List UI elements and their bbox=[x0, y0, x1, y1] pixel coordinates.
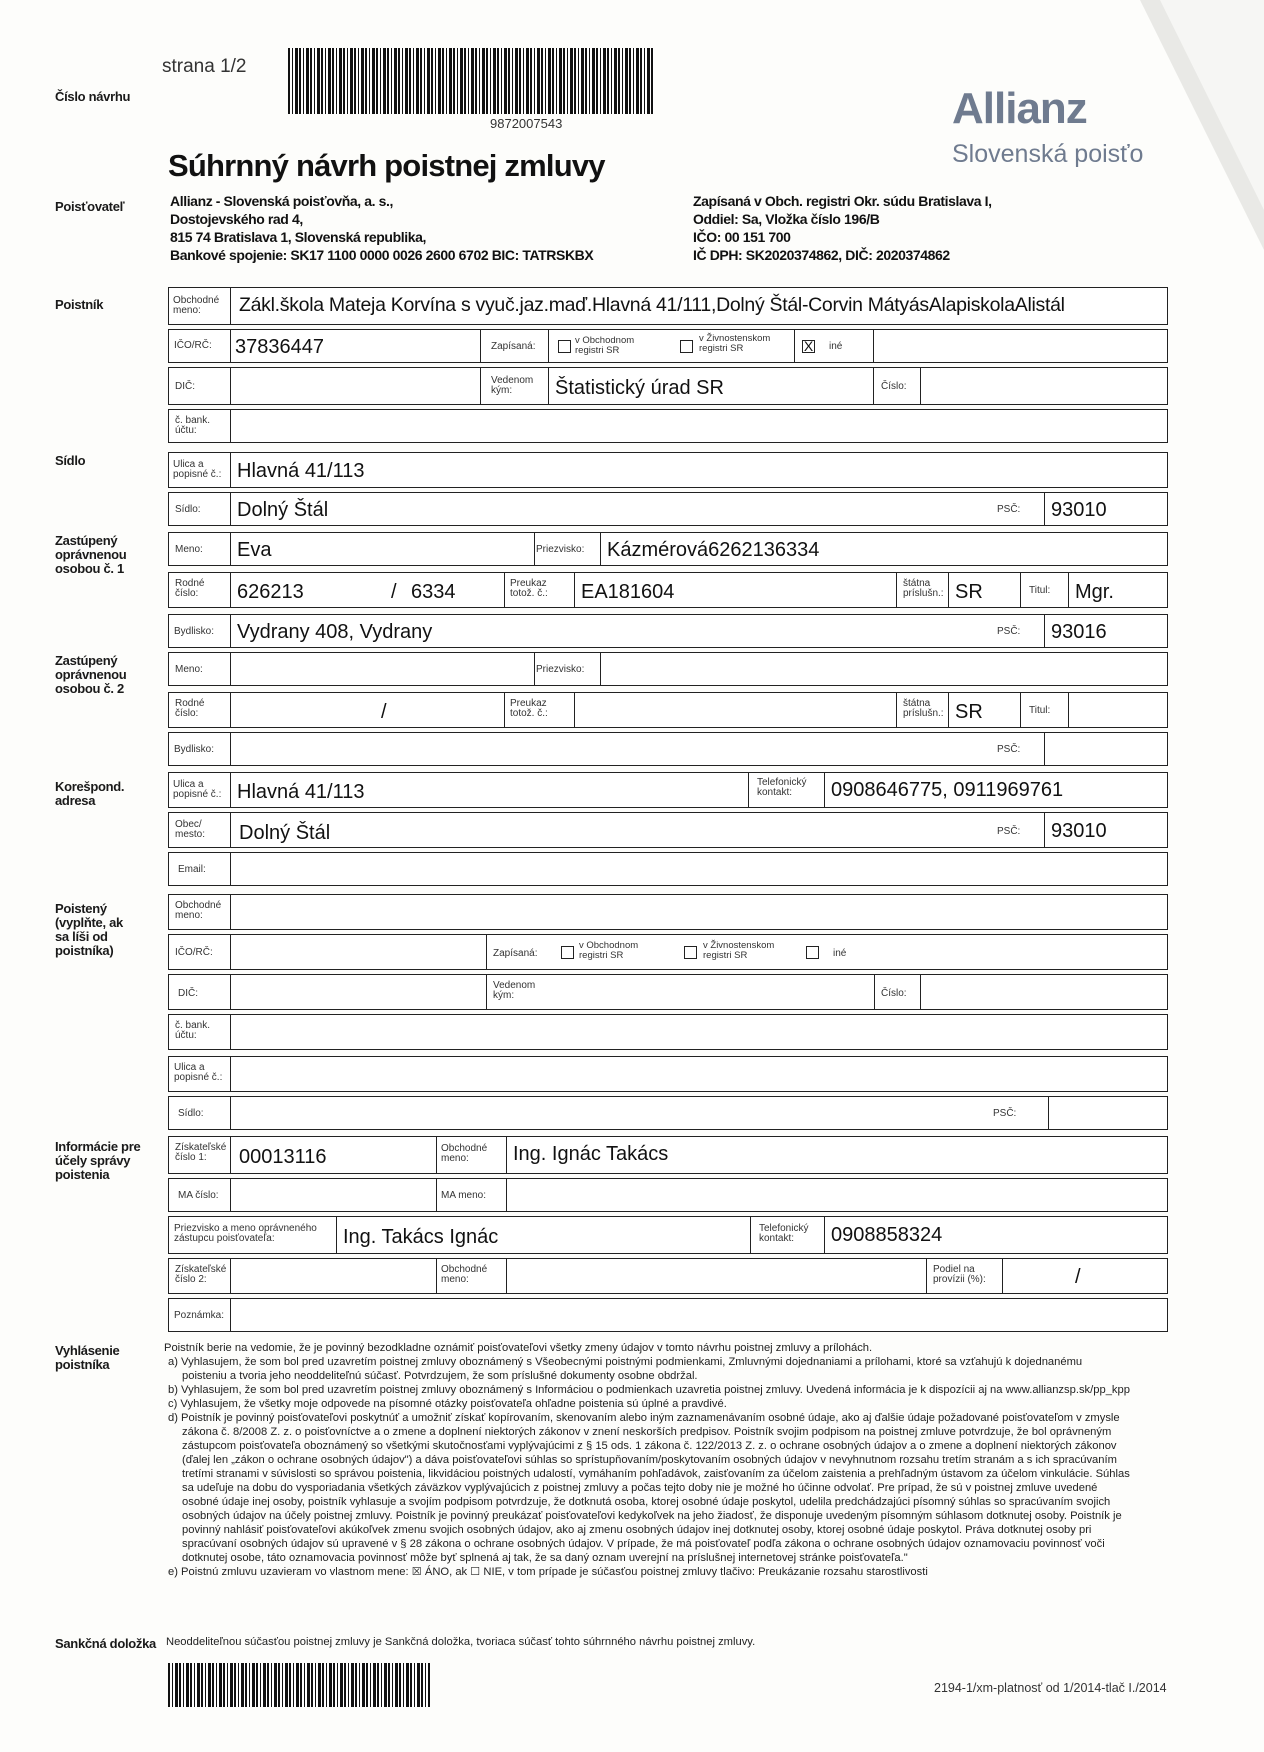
poisteny-sidlo-row bbox=[168, 1096, 1168, 1130]
info-zastupca-row bbox=[168, 1216, 1168, 1254]
email-label: Email: bbox=[178, 864, 206, 875]
bydlisko-label: Bydlisko: bbox=[174, 744, 215, 755]
psc-label: PSČ: bbox=[997, 504, 1021, 515]
poistnik-sidlo-value[interactable]: Dolný Štál bbox=[237, 499, 329, 521]
info-ziskatelske-row bbox=[168, 1136, 1168, 1174]
koresp-psc-value[interactable]: 93010 bbox=[1051, 820, 1107, 842]
statna-label: štátna príslušn.: bbox=[903, 578, 944, 599]
declaration-line: tretími stranami v súvislosti so správou poistenia, likvidáciou poistných udalostí, vymáhaním pohľadávok, zaisťovaním za účelom zaistenia a prehľadným ústavom za účelom vinkulácie. Súhlas bbox=[182, 1468, 1130, 1480]
zast1-rc1-value[interactable]: 626213 bbox=[237, 581, 304, 603]
preukaz-label: Preukaz totož. č.: bbox=[510, 698, 548, 719]
folded-corner bbox=[1140, 0, 1264, 250]
declaration-line: c) Vyhlasujem, že všetky moje odpovede na písomné otázky poisťovateľa ohľadne poistenia sú úplné a pravdivé. bbox=[168, 1398, 727, 1410]
poznamka-label: Poznámka: bbox=[174, 1310, 225, 1321]
zivnostensky-register-label: v Živnostenskom registri SR bbox=[699, 333, 771, 354]
preukaz-label: Preukaz totož. č.: bbox=[510, 578, 548, 599]
declaration-line: a) Vyhlasujem, že som bol pred uzavretím poistnej zmluvy oboznámený s Všeobecnými poistnými podmienkami, Zmluvnými dojednaniami a prílohami, ktoré sa vzťahujú k dojednanému bbox=[168, 1356, 1083, 1368]
registry-line3: IČO: 00 151 700 bbox=[693, 229, 791, 245]
bank-label: č. bank. účtu: bbox=[175, 1020, 211, 1041]
poisteny-label: Poistený (vyplňte, ak sa líši od poistníka) bbox=[55, 901, 123, 958]
ulica-label: Ulica a popisné č.: bbox=[173, 779, 222, 800]
insurer-line2: Dostojevského rad 4, bbox=[170, 211, 303, 227]
zast1-rc2-value[interactable]: 6334 bbox=[411, 581, 456, 603]
zast1-label: Zastúpený oprávnenou osobou č. 1 bbox=[55, 533, 127, 576]
declaration-line: povinný nahlásiť poisťovateľovi akúkoľvek zmenu svojich osobných údajov, ako aj zmenu osobných údajov inej dotknutej osoby, ktorej osobné údaje poskytol. Práva dotknutej osoby pri bbox=[182, 1524, 1092, 1536]
zivnostensky-register-label: v Živnostenskom registri SR bbox=[703, 940, 775, 961]
zast1-priezvisko-value[interactable]: Kázmérová6262136334 bbox=[607, 539, 820, 561]
telefon-label: Telefonický kontakt: bbox=[757, 777, 807, 798]
insurer-block bbox=[170, 192, 593, 264]
priezvisko-label: Priezvisko: bbox=[536, 544, 585, 555]
registry-line1: Zapísaná v Obch. registri Okr. súdu Bratislava I, bbox=[693, 193, 992, 209]
podiel-label: Podiel na provízii (%): bbox=[933, 1264, 986, 1285]
zast2-meno-row bbox=[168, 652, 1168, 686]
obchodny-register-label: v Obchodnom registri SR bbox=[575, 335, 635, 356]
obchodne-meno-label: Obchodné meno: bbox=[173, 295, 220, 316]
sidlo-field-label: Sídlo: bbox=[178, 1108, 204, 1119]
poisteny-meno-row bbox=[168, 894, 1168, 930]
ma-meno-label: MA meno: bbox=[441, 1190, 487, 1201]
cislo-label: Číslo: bbox=[881, 988, 907, 999]
poistnik-dic-row bbox=[168, 367, 1168, 405]
psc-label: PSČ: bbox=[997, 744, 1021, 755]
sidlo-label: Sídlo bbox=[55, 453, 86, 468]
poistovatel-label: Poisťovateľ bbox=[55, 199, 125, 214]
declaration-line: b) Vyhlasujem, že som bol pred uzavretím poistnej zmluvy oboznámený s Informáciou o podmienkach uzavretia poistnej zmluvy. Uvedená informácia je k dispozícii aj na www.allianzsp.sk/pp_kpp bbox=[168, 1384, 1130, 1396]
info-obchodne-meno-value[interactable]: Ing. Ignác Takács bbox=[513, 1143, 669, 1165]
rc-label: Rodné číslo: bbox=[175, 578, 205, 599]
top-barcode bbox=[288, 48, 654, 114]
declaration-line: dotknutej osobe, táto oznamovacia povinnosť môže byť splnená aj tak, že sa daný oznam uverejní na príslušnej internetovej stránke poisťovateľa." bbox=[182, 1552, 908, 1564]
zast1-rc-row bbox=[168, 572, 1168, 608]
zast2-rc-separator: / bbox=[381, 701, 387, 723]
declaration-line: Poistník berie na vedomie, že je povinný bezodkladne oznámiť poisťovateľovi všetky zmeny údajov v tomto návrhu poistnej zmluvy a prílohách. bbox=[164, 1342, 873, 1354]
koresp-ulica-row bbox=[168, 772, 1168, 808]
bottom-barcode bbox=[168, 1663, 430, 1707]
declaration-line: e) Poistnú zmluvu uzavieram vo vlastnom mene: ☒ ÁNO, ak ☐ NIE, v tom prípade je súčasťou poistnej zmluvy tlačivo: Preukázanie rozsahu starostlivosti bbox=[168, 1566, 928, 1578]
ico-label: IČO/RČ: bbox=[174, 340, 212, 351]
ulica-label: Ulica a popisné č.: bbox=[174, 1062, 223, 1083]
vedenom-label: Vedenom kým: bbox=[493, 980, 536, 1001]
koresp-obec-row bbox=[168, 812, 1168, 848]
zast2-rc-row bbox=[168, 692, 1168, 728]
declaration-line: zákona č. 8/2008 Z. z. o poisťovníctve a o zmene a doplnení niektorých zákonov v znení neskorších predpisov. Poistník svojim podpisom na poistnej zmluve potvrdzuje, že bol oprávneným bbox=[182, 1426, 1112, 1438]
footer-code: 2194-1/xm-platnosť od 1/2014-tlač I./2014 bbox=[934, 1681, 1167, 1695]
psc-label: PSČ: bbox=[997, 626, 1021, 637]
info-ma-row bbox=[168, 1178, 1168, 1212]
ine-label: iné bbox=[833, 948, 847, 959]
info-ziskatelske2-row bbox=[168, 1258, 1168, 1294]
checkbox-ine[interactable]: X bbox=[803, 338, 814, 354]
zast1-rc-separator: / bbox=[391, 581, 397, 603]
ma-cislo-label: MA číslo: bbox=[178, 1190, 219, 1201]
poistnik-ico-value[interactable]: 37836447 bbox=[235, 336, 324, 358]
poistnik-vedenom-value[interactable]: Štatistický úrad SR bbox=[555, 377, 724, 399]
declaration-line: osobných údajov na účely poistnej zmluvy. Poistník je povinný preukázať poisťovateľovi kedykoľvek na jeho žiadosť, že disponuje uvedeným písomným súhlasom dotknutej osoby. Poistník je bbox=[182, 1510, 1122, 1522]
sankcna-text: Neoddeliteľnou súčasťou poistnej zmluvy je Sankčná doložka, tvoriaca súčasť tohto súhrnného návrhu poistnej zmluvy. bbox=[166, 1636, 756, 1648]
checkbox-obchodny-register[interactable] bbox=[561, 946, 574, 959]
meno-label: Meno: bbox=[175, 544, 203, 555]
poistnik-ulica-value[interactable]: Hlavná 41/113 bbox=[237, 460, 365, 482]
titul-label: Titul: bbox=[1029, 705, 1051, 716]
insurer-line1: Allianz - Slovenská poisťovňa, a. s., bbox=[170, 193, 393, 209]
poistnik-ico-row bbox=[168, 329, 1168, 363]
checkbox-zivnostensky-register[interactable] bbox=[684, 946, 697, 959]
info-zastupca-value[interactable]: Ing. Takács Ignác bbox=[343, 1226, 499, 1248]
declaration-line: d) Poistník je povinný poisťovateľovi poskytnúť a umožniť získať kopírovaním, skenovaním alebo iným zaznamenávaním osobné údaje, ako aj ďalšie údaje požadované poisťovateľom v zmysle bbox=[168, 1412, 1120, 1424]
ulica-label: Ulica a popisné č.: bbox=[173, 459, 222, 480]
koresp-label: Korešpond. adresa bbox=[55, 779, 125, 808]
bydlisko-label: Bydlisko: bbox=[174, 626, 215, 637]
ziskatelske2-label: Získateľské číslo 2: bbox=[175, 1264, 227, 1285]
zast2-statna-value[interactable]: SR bbox=[955, 701, 983, 723]
priezvisko-label: Priezvisko: bbox=[536, 664, 585, 675]
zast1-titul-value[interactable]: Mgr. bbox=[1075, 581, 1114, 603]
poistnik-sidlo-row bbox=[168, 492, 1168, 526]
zast1-meno-value[interactable]: Eva bbox=[237, 539, 272, 561]
info-ziskatelske1-value[interactable]: 00013116 bbox=[239, 1146, 327, 1168]
brand-logo: Allianz bbox=[952, 84, 1087, 133]
zapisana-label: Zapísaná: bbox=[491, 341, 536, 352]
poisteny-ico-row bbox=[168, 934, 1168, 970]
corner-shape bbox=[1140, 0, 1264, 250]
zapisana-label: Zapísaná: bbox=[493, 948, 538, 959]
info-poznamka-row bbox=[168, 1298, 1168, 1332]
telefon-label: Telefonický kontakt: bbox=[759, 1223, 809, 1244]
info-telefon-value[interactable]: 0908858324 bbox=[831, 1224, 943, 1246]
poistnik-bank-row bbox=[168, 409, 1168, 443]
zast2-label: Zastúpený oprávnenou osobou č. 2 bbox=[55, 653, 127, 696]
koresp-ulica-value[interactable]: Hlavná 41/113 bbox=[237, 781, 365, 803]
poistnik-label: Poistník bbox=[55, 297, 104, 312]
ziskatelske1-label: Získateľské číslo 1: bbox=[175, 1142, 227, 1163]
poistnik-ulica-row bbox=[168, 452, 1168, 488]
obchodne-meno-label: Obchodné meno: bbox=[441, 1143, 488, 1164]
page-number: strana 1/2 bbox=[162, 56, 247, 77]
declaration-line: spracúvaní osobných údajov sú upravené v § 28 zákona o ochrane osobných údajov. V prípade, že má poisťovateľ podľa zákona o ochrane osobných údajov oznamovaciu povinnosť voči bbox=[182, 1538, 1105, 1550]
declaration-line: zástupcom poisťovateľa oboznámený so všetkými skutočnosťami vyplývajúcimi z § 15 ods. 1 zákona č. 122/2013 Z. z. o ochrane osobných údajov a o zmene a doplnení niektorých zákonov bbox=[182, 1440, 1117, 1452]
zast1-bydlisko-row bbox=[168, 614, 1168, 648]
declaration-line: poisteniu a tvoria jeho neoddeliteľnú súčasť. Potvrdzujem, že som príslušné dokumenty osobne obdržal. bbox=[182, 1370, 698, 1382]
meno-label: Meno: bbox=[175, 664, 203, 675]
zast1-psc-value[interactable]: 93016 bbox=[1051, 621, 1107, 643]
obchodny-register-label: v Obchodnom registri SR bbox=[579, 940, 639, 961]
barcode-number: 9872007543 bbox=[490, 116, 563, 131]
checkbox-ine[interactable] bbox=[806, 946, 819, 959]
bank-label: č. bank. účtu: bbox=[175, 415, 211, 436]
cislo-label: Číslo: bbox=[881, 381, 907, 392]
declaration-line: (ďalej len „zákon o ochrane osobných údajov") a dáva poisťovateľovi súhlas so sprístupňovaním/poskytovaním osobných údajov v nevyhnutnom rozsahu tretím stranám a s ich spracúvaním bbox=[182, 1454, 1117, 1466]
obchodne-meno-label: Obchodné meno: bbox=[175, 900, 222, 921]
sankcna-label: Sankčná doložka bbox=[55, 1636, 156, 1651]
vedenom-label: Vedenom kým: bbox=[491, 375, 534, 396]
zast1-meno-row bbox=[168, 532, 1168, 566]
registry-line4: IČ DPH: SK2020374862, DIČ: 2020374862 bbox=[693, 247, 950, 263]
dic-label: DIČ: bbox=[175, 381, 195, 392]
koresp-telefon-value[interactable]: 0908646775, 0911969761 bbox=[831, 779, 1064, 801]
zastupca-label: Priezvisko a meno oprávneného zástupcu poisťovateľa: bbox=[174, 1223, 317, 1244]
zast2-bydlisko-row bbox=[168, 732, 1168, 766]
declaration-line: sa udeľuje na dobu do vysporiadania všetkých záväzkov vyplývajúcich z poistnej zmluvy a počas tejto doby nie je možné ho účinne odvolať. Pre prípad, že sú v poistnej zmluve uvedené bbox=[182, 1482, 1098, 1494]
koresp-email-row bbox=[168, 852, 1168, 886]
psc-label: PSČ: bbox=[993, 1108, 1017, 1119]
info-podiel-value[interactable]: / bbox=[1075, 1266, 1081, 1288]
obec-label: Obec/ mesto: bbox=[175, 819, 206, 840]
obchodne-meno-label: Obchodné meno: bbox=[441, 1264, 488, 1285]
poisteny-ulica-row bbox=[168, 1056, 1168, 1092]
info-label: Informácie pre účely správy poistenia bbox=[55, 1139, 141, 1182]
titul-label: Titul: bbox=[1029, 585, 1051, 596]
insurer-line4: Bankové spojenie: SK17 1100 0000 0026 2600 6702 BIC: TATRSKBX bbox=[170, 247, 594, 263]
zast1-preukaz-value[interactable]: EA181604 bbox=[581, 581, 675, 603]
declaration-line: osobné údaje inej osoby, poistník vyhlasuje a svojím podpisom potvrdzuje, že dotknutá osoba, ktorej osobné údaje poskytol, udelila predchádzajúci písomný súhlas so spracúvaním svojich bbox=[182, 1496, 1111, 1508]
zast1-statna-value[interactable]: SR bbox=[955, 581, 983, 603]
poistnik-obchodne-meno-value[interactable]: Zákl.škola Mateja Korvína s vyuč.jaz.maď.Hlavná 41/111,Dolný Štál-Corvin MátyásAlapiskolaAlistál bbox=[239, 294, 1065, 316]
poistnik-obchodne-meno-row bbox=[168, 287, 1168, 325]
ine-label: iné bbox=[829, 341, 843, 352]
dic-label: DIČ: bbox=[178, 988, 198, 999]
brand-subtitle: Slovenská poisťo bbox=[952, 140, 1144, 168]
vyhlasenie-label: Vyhlásenie poistníka bbox=[55, 1343, 120, 1372]
zast1-bydlisko-value[interactable]: Vydrany 408, Vydrany bbox=[237, 621, 433, 643]
koresp-obec-value[interactable]: Dolný Štál bbox=[239, 822, 331, 844]
insurer-line3: 815 74 Bratislava 1, Slovenská republika, bbox=[170, 229, 426, 245]
statna-label: štátna príslušn.: bbox=[903, 698, 944, 719]
ico-label: IČO/RČ: bbox=[175, 947, 213, 958]
registry-block bbox=[693, 192, 992, 264]
poistnik-psc-value[interactable]: 93010 bbox=[1051, 499, 1107, 521]
poisteny-dic-row bbox=[168, 974, 1168, 1010]
cislo-navrhu-label: Číslo návrhu bbox=[55, 89, 131, 104]
psc-label: PSČ: bbox=[997, 826, 1021, 837]
sidlo-field-label: Sídlo: bbox=[175, 504, 201, 515]
page-title: Súhrnný návrh poistnej zmluvy bbox=[168, 148, 605, 183]
registry-line2: Oddiel: Sa, Vložka číslo 196/B bbox=[693, 211, 880, 227]
poisteny-bank-row bbox=[168, 1014, 1168, 1050]
rc-label: Rodné číslo: bbox=[175, 698, 205, 719]
